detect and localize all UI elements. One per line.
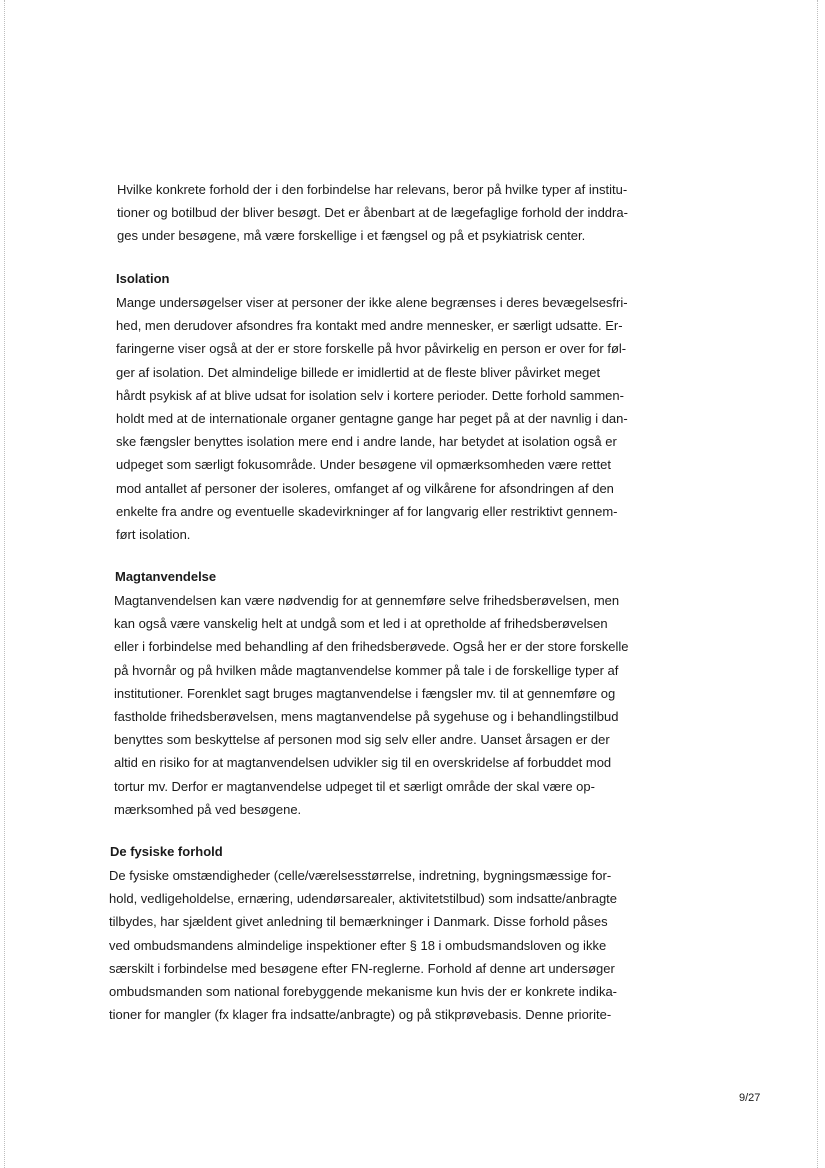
text-line: hold, vedligeholdelse, ernæring, udendørsarealer, aktivitetstilbud) som indsatte/anbragte xyxy=(109,891,618,907)
text-line: ske fængsler benyttes isolation mere end i andre lande, har betydet at isolation også er xyxy=(116,434,617,450)
magtanvendelse-paragraph xyxy=(114,589,629,821)
text-line: tortur mv. Derfor er magtanvendelse udpeget til et særligt område der skal være op- xyxy=(114,778,595,794)
text-line: fastholde frihedsberøvelsen, mens magtanvendelse på sygehuse og i behandlingstilbud xyxy=(114,708,619,724)
text-line: ombudsmanden som national forebyggende mekanisme kun hvis der er konkrete indika- xyxy=(109,983,618,999)
text-line: tioner for mangler (fx klager fra indsatte/anbragte) og på stikprøvebasis. Denne priorite- xyxy=(109,1007,612,1023)
text-line: institutioner. Forenklet sagt bruges magtanvendelse i fængsler mv. til at gennemføre og xyxy=(114,685,616,701)
text-line: udpeget som særligt fokusområde. Under besøgene vil opmærksomheden være rettet xyxy=(116,457,611,473)
text-line: særskilt i forbindelse med besøgene efter FN-reglerne. Forhold af denne art undersøger xyxy=(109,960,615,976)
text-line: De fysiske omstændigheder (celle/værelsesstørrelse, indretning, bygningsmæssige for- xyxy=(109,868,612,883)
text-line: eller i forbindelse med behandling af den frihedsberøvede. Også her er der store forskelle xyxy=(114,639,629,655)
text-line: ges under besøgene, må være forskellige i et fængsel og på et psykiatrisk center. xyxy=(117,228,586,244)
fysiske-forhold-paragraph xyxy=(109,864,617,1026)
text-line: ved ombudsmandens almindelige inspektioner efter § 18 i ombudsmandsloven og ikke xyxy=(109,937,607,953)
isolation-paragraph xyxy=(116,291,628,546)
section-heading-de-fysiske-forhold: De fysiske forhold xyxy=(110,844,223,859)
text-line: Magtanvendelsen kan være nødvendig for at gennemføre selve frihedsberøvelsen, men xyxy=(114,593,620,608)
text-line: tilbydes, har sjældent givet anledning til bemærkninger i Danmark. Disse forhold påses xyxy=(109,914,608,930)
text-line: faringerne viser også at der er store forskelle på hvor påvirkelig en person er over for føl- xyxy=(116,341,627,357)
text-line: benyttes som beskyttelse af personen mod sig selv eller andre. Uanset årsagen er der xyxy=(114,732,610,748)
text-line: enkelte fra andre og eventuelle skadevirkninger af for langvarig eller restriktivt gennem- xyxy=(116,503,618,519)
text-line: Hvilke konkrete forhold der i den forbindelse har relevans, beror på hvilke typer af institu- xyxy=(117,182,628,197)
text-line: tioner og botilbud der bliver besøgt. Det er åbenbart at de lægefaglige forhold der inddra- xyxy=(117,205,628,221)
text-line: Mange undersøgelser viser at personer der ikke alene begrænses i deres bevægelsesfri- xyxy=(116,295,628,310)
text-line: ger af isolation. Det almindelige billede er imidlertid at de fleste bliver påvirket meget xyxy=(116,364,601,380)
section-heading-isolation: Isolation xyxy=(116,271,170,286)
intro-paragraph xyxy=(117,178,628,248)
section-heading-magtanvendelse: Magtanvendelse xyxy=(115,569,217,584)
text-line: hed, men derudover afsondres fra kontakt med andre mennesker, er særligt udsatte. Er- xyxy=(116,318,623,334)
text-line: kan også være vanskelig helt at undgå som et led i at opretholde af frihedsberøvelsen xyxy=(114,616,608,632)
text-line: altid en risiko for at magtanvendelsen udvikler sig til en overskridelse af forbuddet mod xyxy=(114,755,612,771)
page-number: 9/27 xyxy=(739,1092,761,1104)
text-line: holdt med at de internationale organer gentagne gange har peget på at der navnlig i dan- xyxy=(116,410,628,426)
text-line: hårdt psykisk af at blive udsat for isolation selv i kortere perioder. Dette forhold sammen- xyxy=(116,387,624,403)
text-line: på hvornår og på hvilken måde magtanvendelse kommer på tale i de forskellige typer af xyxy=(114,662,619,678)
text-line: mod antallet af personer der isoleres, omfanget af og vilkårene for afsondringen af den xyxy=(116,480,614,496)
text-line: mærksomhed på ved besøgene. xyxy=(114,801,302,817)
text-line: ført isolation. xyxy=(116,526,191,542)
